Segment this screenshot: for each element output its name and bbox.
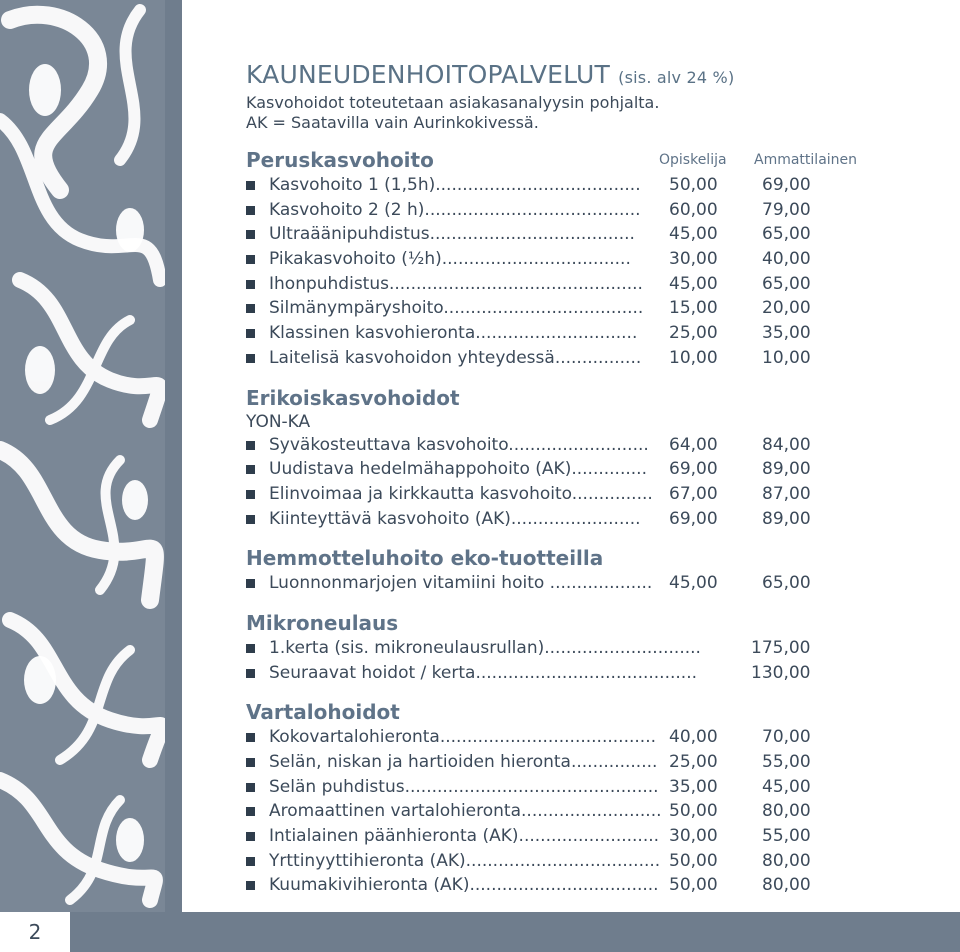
bullet-icon <box>246 465 255 474</box>
bullet-icon <box>246 807 255 816</box>
list-item: Kasvohoito 2 (2 h)........................................ 60,00 79,00 <box>246 198 906 223</box>
page-number: 2 <box>0 912 70 952</box>
list-item: Ihonpuhdistus............................................... 45,00 65,00 <box>246 272 906 297</box>
bullet-icon <box>246 255 255 264</box>
bullet-icon <box>246 441 255 450</box>
bullet-icon <box>246 579 255 588</box>
swirl-pattern-icon <box>0 0 182 952</box>
list-item: Silmänympäryshoito..................................... 15,00 20,00 <box>246 296 906 321</box>
bullet-icon <box>246 206 255 215</box>
intro-line-1: Kasvohoidot toteutetaan asiakasanalyysin pohjalta. <box>246 93 660 112</box>
column-pro: Ammattilainen <box>754 152 858 168</box>
list-item: Uudistava hedelmähappohoito (AK).............. 69,00 89,00 <box>246 457 906 482</box>
intro-line-2: AK = Saatavilla vain Aurinkokivessä. <box>246 113 539 132</box>
bullet-icon <box>246 669 255 678</box>
section-heading <box>246 385 906 411</box>
bullet-icon <box>246 304 255 313</box>
bullet-icon <box>246 181 255 190</box>
list-item: Luonnonmarjojen vitamiini hoito ................... 45,00 65,00 <box>246 571 906 596</box>
price-list <box>246 60 906 898</box>
list-item: Intialainen päänhieronta (AK).......................... 30,00 55,00 <box>246 824 906 849</box>
bullet-icon <box>246 881 255 890</box>
bullet-icon <box>246 733 255 742</box>
list-item: Selän, niskan ja hartioiden hieronta................ 25,00 55,00 <box>246 750 906 775</box>
section-heading-text: Erikoiskasvohoidot <box>246 385 460 410</box>
decorative-pattern <box>0 0 182 952</box>
list-item: Syväkosteuttava kasvohoito.......................... 64,00 84,00 <box>246 433 906 458</box>
list-item: Klassinen kasvohieronta.............................. 25,00 35,00 <box>246 321 906 346</box>
section-heading <box>246 545 906 571</box>
bullet-icon <box>246 758 255 767</box>
bullet-icon <box>246 832 255 841</box>
bullet-icon <box>246 329 255 338</box>
section-heading-text: Peruskasvohoito <box>246 148 434 172</box>
section-heading-text: Mikroneulaus <box>246 610 399 635</box>
list-item: Selän puhdistus............................................... 35,00 45,00 <box>246 775 906 800</box>
page-title <box>246 60 906 93</box>
list-item: Yrttinyyttihieronta (AK).................................... 50,00 80,00 <box>246 849 906 874</box>
list-item: Kokovartalohieronta........................................ 40,00 70,00 <box>246 725 906 750</box>
edge-strip <box>165 0 182 952</box>
section-heading <box>246 147 906 173</box>
bottom-bar <box>0 912 960 952</box>
list-item: Kuumakivihieronta (AK)................................... 50,00 80,00 <box>246 873 906 898</box>
bullet-icon <box>246 515 255 524</box>
title-vat-note: (sis. alv 24 %) <box>618 68 735 87</box>
bullet-icon <box>246 857 255 866</box>
list-item: Kiinteyttävä kasvohoito (AK)........................ 69,00 89,00 <box>246 507 906 532</box>
section-heading <box>246 699 906 725</box>
bullet-icon <box>246 490 255 499</box>
list-item: 1.kerta (sis. mikroneulausrullan)............................. 175,00 <box>246 636 906 661</box>
bullet-icon <box>246 354 255 363</box>
column-student: Opiskelija <box>659 152 727 168</box>
bullet-icon <box>246 644 255 653</box>
section-heading-text: Hemmotteluhoito eko-tuotteilla <box>246 546 604 571</box>
bullet-icon <box>246 230 255 239</box>
title-main: KAUNEUDENHOITOPALVELUT <box>246 60 611 89</box>
list-item: Seuraavat hoidot / kerta......................................... 130,00 <box>246 661 906 686</box>
list-item: Pikakasvohoito (½h)................................... 30,00 40,00 <box>246 247 906 272</box>
brand-subheading: YON-KA <box>246 411 311 432</box>
list-item: Ultraäänipuhdistus...................................... 45,00 65,00 <box>246 222 906 247</box>
section-heading <box>246 610 906 636</box>
list-item: Kasvohoito 1 (1,5h)...................................... 50,00 69,00 <box>246 173 906 198</box>
bullet-icon <box>246 783 255 792</box>
bullet-icon <box>246 280 255 289</box>
list-item: Laitelisä kasvohoidon yhteydessä................ 10,00 10,00 <box>246 346 906 371</box>
list-item: Elinvoimaa ja kirkkautta kasvohoito............... 67,00 87,00 <box>246 482 906 507</box>
section-heading-text: Vartalohoidot <box>246 700 400 725</box>
list-item: Aromaattinen vartalohieronta.......................... 50,00 80,00 <box>246 799 906 824</box>
